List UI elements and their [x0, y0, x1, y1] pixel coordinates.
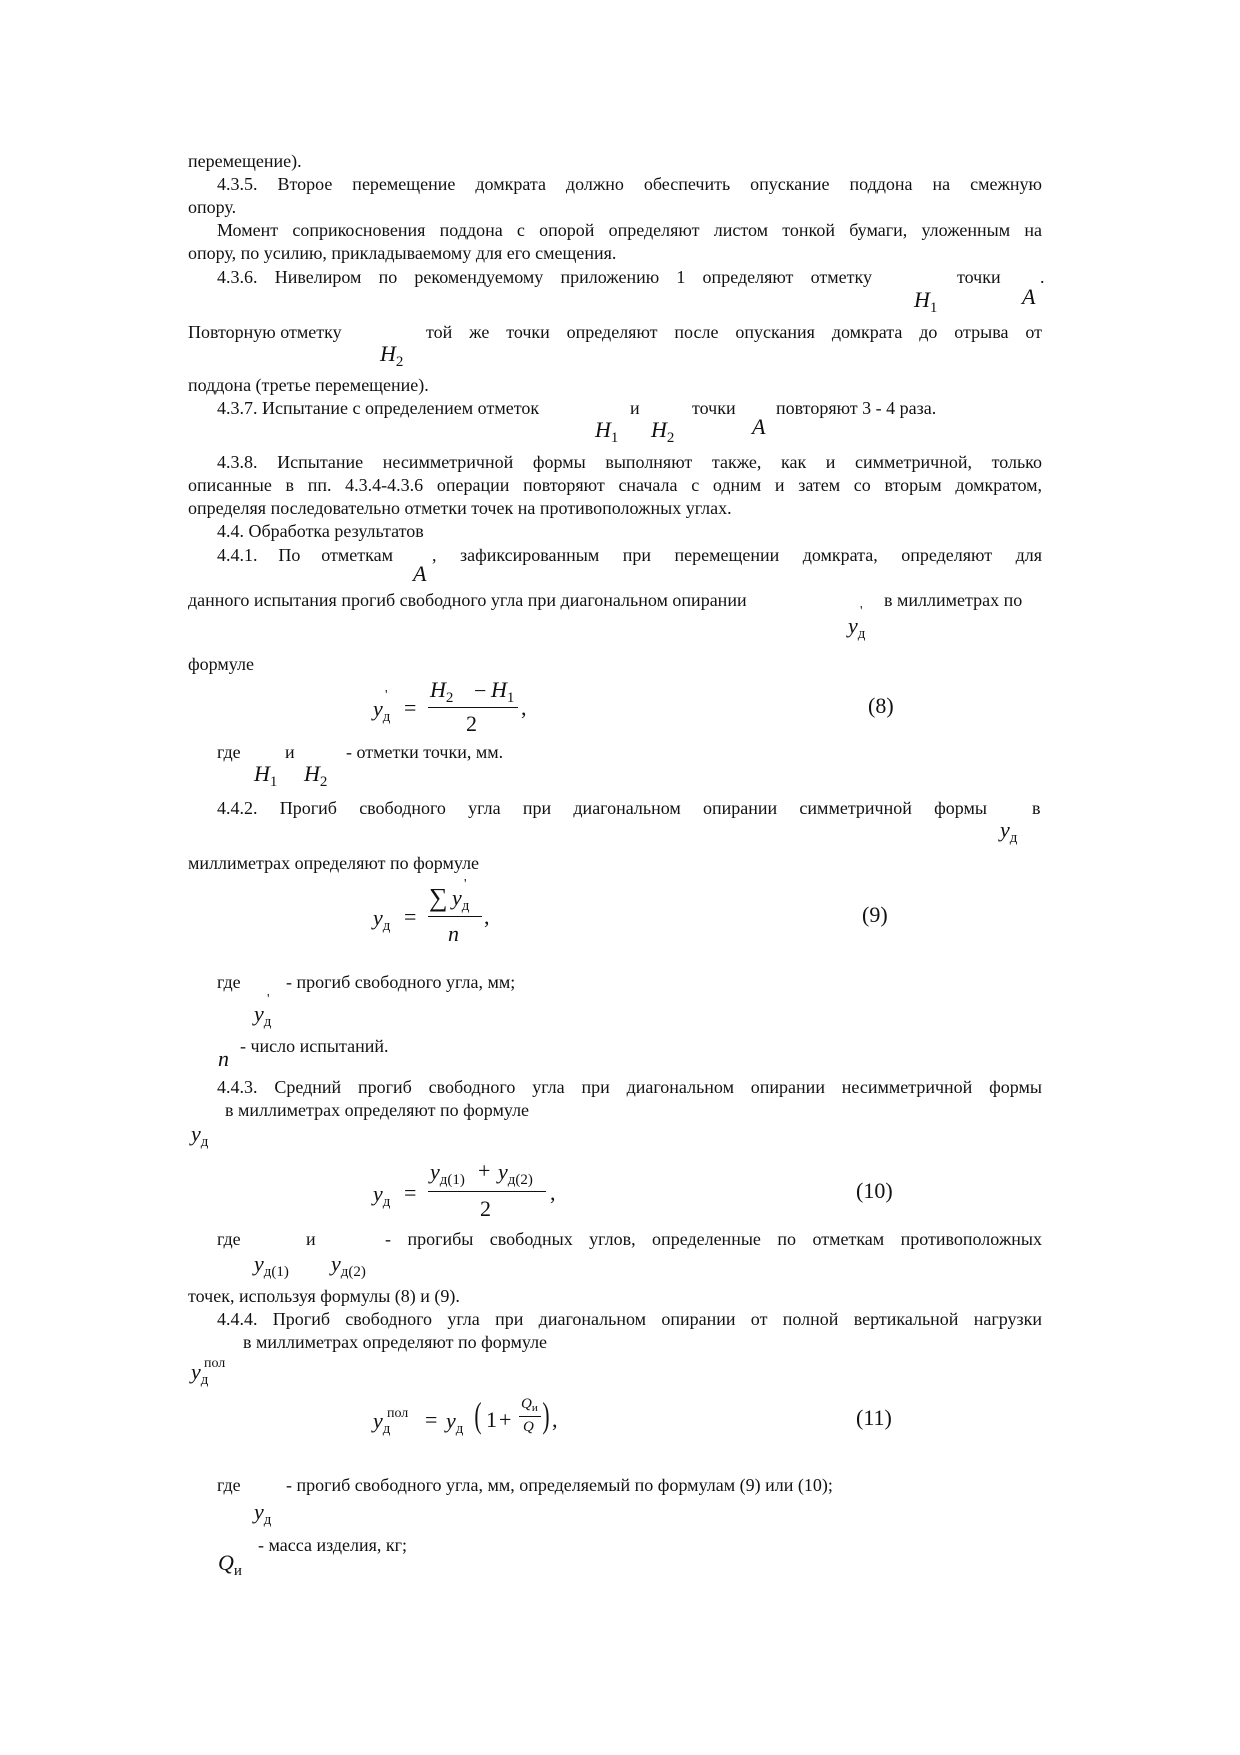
text-line: - отметки точки, мм. — [346, 742, 504, 762]
math-n: n — [218, 1046, 229, 1071]
text-line: , зафиксированным при перемещении домкрата, определяют для — [432, 545, 1042, 565]
math-h1: $H_1$ — [595, 417, 619, 446]
equals-sign: = — [425, 1407, 438, 1432]
math-yd: $y_д$ — [1000, 817, 1018, 846]
sigma-sign: ∑ — [429, 883, 448, 912]
plus-sign: + — [499, 1407, 512, 1432]
comma: , — [521, 695, 527, 720]
math-sup-pol: пол — [387, 1406, 409, 1421]
math-h2: $H_2$ — [651, 417, 675, 446]
text-line: 4.3.8. Испытание несимметричной формы выполняют также, как и симметричной, только — [217, 452, 1042, 472]
text-line: перемещение). — [188, 151, 302, 171]
one: 1 — [486, 1407, 497, 1432]
math-yd1: $y_{д(1)}$ — [430, 1159, 465, 1188]
math-yd: $y_д$ — [254, 1499, 272, 1528]
math-prime: ' — [464, 877, 467, 892]
fraction-line — [428, 1191, 546, 1192]
text-line: 4.3.7. Испытание с определением отметок — [217, 398, 540, 418]
text-line: той же точки определяют после опускания домкрата до отрыва от — [426, 322, 1042, 342]
left-paren: ( — [474, 1395, 482, 1435]
denominator: 2 — [480, 1196, 491, 1221]
math-a: A — [752, 414, 766, 439]
text-line: 4.4.2. Прогиб свободного угла при диагональном опирании симметричной формы — [217, 798, 987, 818]
math-yd-pol: $y_д$ — [191, 1359, 209, 1388]
text-line: - прогиб свободного угла, мм; — [286, 972, 516, 992]
text-line: - масса изделия, кг; — [258, 1535, 408, 1555]
math-yd: $y_д$ — [446, 1408, 464, 1437]
text-line: 4.3.6. Нивелиром по рекомендуемому приложению 1 определяют отметку — [217, 267, 872, 287]
math-yd-prime: $y_д$ — [848, 613, 866, 642]
comma: , — [484, 904, 490, 929]
fraction-line — [428, 707, 518, 708]
text-line: в миллиметрах определяют по формуле — [225, 1100, 530, 1120]
text-line: 4.4.3. Средний прогиб свободного угла при диагональном опирании несимметричной формы — [217, 1077, 1042, 1097]
text-line: формуле — [188, 654, 254, 674]
math-prime: ' — [860, 604, 863, 619]
math-prime: ' — [267, 992, 270, 1007]
math-yd-pol: $y_д$ — [373, 1408, 391, 1437]
text-line: Повторную отметку — [188, 322, 342, 342]
math-h2: $H_2$ — [430, 677, 454, 706]
text-line: повторяют 3 - 4 раза. — [776, 398, 937, 418]
text-line: . — [1040, 267, 1045, 287]
math-qi: $Q_и$ — [218, 1550, 242, 1579]
equals-sign: = — [404, 904, 417, 929]
text-line: Момент соприкосновения поддона с опорой определяют листом тонкой бумаги, уложенным на — [217, 220, 1042, 240]
math-h1: $H_1$ — [914, 287, 938, 316]
math-yd: $y_д$ — [373, 905, 391, 934]
text-line: в миллиметрах определяют по формуле — [243, 1332, 548, 1352]
equation-number: (10) — [856, 1178, 893, 1203]
text-line: и — [306, 1229, 316, 1249]
text-line: точек, используя формулы (8) и (9). — [188, 1286, 460, 1306]
math-yd1: $y_{д(1)}$ — [254, 1251, 289, 1280]
plus-sign: + — [478, 1158, 491, 1183]
text-line: миллиметрах определяют по формуле — [188, 853, 480, 873]
math-prime: ' — [385, 688, 388, 703]
text-line: и — [285, 742, 295, 762]
text-line: поддона (третье перемещение). — [188, 375, 429, 395]
text-line: в миллиметрах по — [884, 590, 1023, 610]
math-yd: $y_д$ — [373, 1181, 391, 1210]
text-line: в — [1032, 798, 1041, 818]
text-line: опору. — [188, 197, 237, 217]
math-a: A — [413, 561, 427, 586]
math-yd-prime: $y_д$ — [373, 696, 391, 725]
text-line: где — [217, 742, 241, 762]
equation-number: (9) — [862, 902, 888, 927]
text-line: где — [217, 972, 241, 992]
comma: , — [550, 1180, 556, 1205]
text-line: и — [630, 398, 640, 418]
text-line: опору, по усилию, прикладываемому для его смещения. — [188, 243, 617, 263]
denominator: 2 — [466, 711, 477, 736]
math-sup-pol: пол — [204, 1356, 226, 1371]
comma: , — [552, 1407, 558, 1432]
text-line: 4.4.1. По отметкам — [217, 545, 393, 565]
equation-number: (8) — [868, 693, 894, 718]
text-line: 4.3.5. Второе перемещение домкрата должно обеспечить опускание поддона на смежную — [217, 174, 1042, 194]
equals-sign: = — [404, 1180, 417, 1205]
text-line: - число испытаний. — [240, 1036, 389, 1056]
math-h1: $H_1$ — [491, 677, 515, 706]
text-line: 4.4.4. Прогиб свободного угла при диагональном опирании от полной вертикальной нагрузки — [217, 1309, 1042, 1329]
text-line: 4.4. Обработка результатов — [217, 521, 424, 541]
text-line: где — [217, 1229, 241, 1249]
fraction-line — [519, 1416, 541, 1417]
math-yd: $y_д$ — [191, 1121, 209, 1150]
text-line: описанные в пп. 4.3.4-4.3.6 операции повторяют сначала с одним и затем со вторым домкратом, — [188, 475, 1042, 495]
math-h2: $H_2$ — [380, 341, 404, 370]
right-paren: ) — [542, 1395, 550, 1435]
math-yd2: $y_{д(2)}$ — [331, 1251, 366, 1280]
text-line: где — [217, 1475, 241, 1495]
math-a: A — [1022, 284, 1036, 309]
equation-number: (11) — [856, 1405, 892, 1430]
fraction-line — [428, 916, 482, 917]
math-yd2: $y_{д(2)}$ — [498, 1159, 533, 1188]
text-line: точки — [692, 398, 736, 418]
math-qi: $Q_и$ — [521, 1396, 538, 1414]
math-h1: $H_1$ — [254, 761, 278, 790]
minus-sign: − — [474, 678, 487, 703]
text-line: определяя последовательно отметки точек на противоположных углах. — [188, 498, 732, 518]
text-line: - прогибы свободных углов, определенные по отметкам противоположных — [385, 1229, 1042, 1249]
math-q: Q — [523, 1419, 534, 1435]
math-yd-prime: $y_д$ — [452, 885, 470, 914]
text-line: - прогиб свободного угла, мм, определяемый по формулам (9) или (10); — [286, 1475, 833, 1495]
equals-sign: = — [404, 695, 417, 720]
math-yd-prime: $y_д$ — [254, 1001, 272, 1030]
math-n: n — [448, 921, 459, 946]
math-h2: $H_2$ — [304, 761, 328, 790]
text-line: точки — [957, 267, 1001, 287]
text-line: данного испытания прогиб свободного угла при диагональном опирании — [188, 590, 747, 610]
